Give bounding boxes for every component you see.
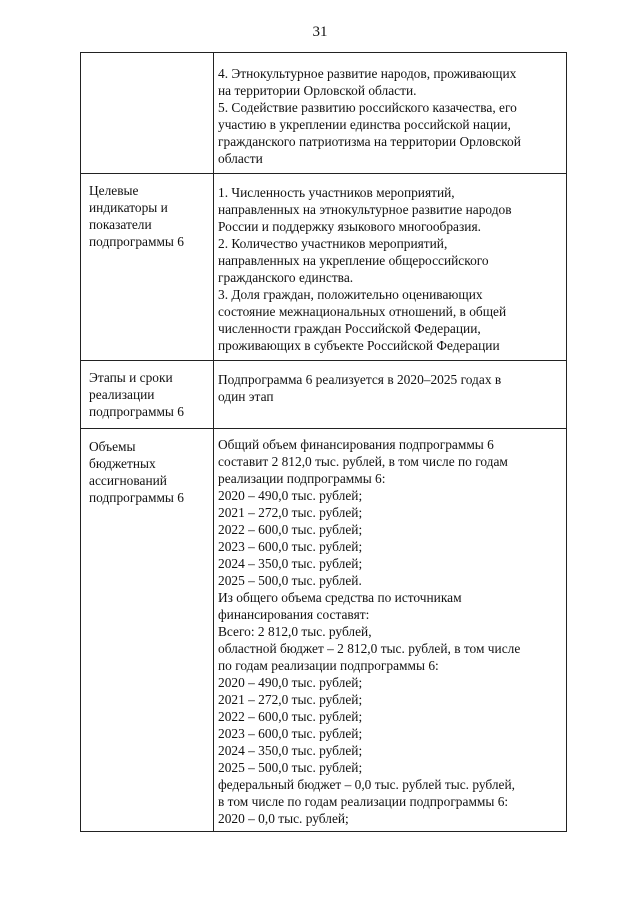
- row-label: [81, 174, 213, 258]
- content-line: Из общего объема средства по источникам: [218, 590, 462, 605]
- row-content: [214, 361, 566, 411]
- content-line: 2021 – 272,0 тыс. рублей;: [218, 505, 363, 520]
- content-line: Подпрограмма 6 реализуется в 2020–2025 годах в: [218, 372, 502, 387]
- content-line: по годам реализации подпрограммы 6:: [218, 658, 439, 673]
- content-line: финансирования составят:: [218, 607, 370, 622]
- row-content-cell: [214, 174, 567, 361]
- content-line: направленных на этнокультурное развитие народов: [218, 202, 512, 217]
- content-line: 4. Этнокультурное развитие народов, проживающих: [218, 66, 517, 81]
- page-number: 31: [312, 24, 328, 40]
- table-row: [81, 174, 567, 361]
- label-line: ассигнований: [89, 473, 167, 488]
- subprogram-passport-table: [80, 52, 567, 832]
- row-label: [81, 53, 213, 73]
- row-content: [214, 53, 566, 173]
- row-label: [81, 429, 213, 514]
- label-line: Объемы: [89, 439, 136, 454]
- row-content-cell: [214, 429, 567, 832]
- content-line: 2023 – 600,0 тыс. рублей;: [218, 539, 363, 554]
- label-line: подпрограммы 6: [89, 234, 184, 249]
- row-content-cell: [214, 361, 567, 429]
- content-line: 1. Численность участников мероприятий,: [218, 185, 455, 200]
- content-line: численности граждан Российской Федерации,: [218, 321, 481, 336]
- content-line: состояние межнациональных отношений, в общей: [218, 304, 507, 319]
- label-line: реализации: [89, 387, 155, 402]
- label-line: подпрограммы 6: [89, 404, 184, 419]
- label-line: показатели: [89, 217, 152, 232]
- row-content: [214, 174, 566, 360]
- row-content-cell: [214, 53, 567, 174]
- content-line: 2020 – 490,0 тыс. рублей;: [218, 675, 363, 690]
- content-line: составит 2 812,0 тыс. рублей, в том числе по годам: [218, 454, 508, 469]
- table-row: [81, 429, 567, 832]
- content-line: Общий объем финансирования подпрограммы 6: [218, 437, 494, 452]
- content-line: один этап: [218, 389, 274, 404]
- label-line: индикаторы и: [89, 200, 168, 215]
- content-line: 2023 – 600,0 тыс. рублей;: [218, 726, 363, 741]
- content-line: России и поддержку языкового многообразия.: [218, 219, 481, 234]
- content-line: 2020 – 490,0 тыс. рублей;: [218, 488, 363, 503]
- label-line: Целевые: [89, 183, 139, 198]
- content-line: 2020 – 0,0 тыс. рублей;: [218, 811, 349, 826]
- content-line: 2025 – 500,0 тыс. рублей;: [218, 760, 363, 775]
- row-label-cell: [81, 174, 214, 361]
- content-line: 2022 – 600,0 тыс. рублей;: [218, 522, 363, 537]
- label-line: бюджетных: [89, 456, 156, 471]
- content-line: области: [218, 151, 263, 166]
- content-line: направленных на укрепление общероссийского: [218, 253, 489, 268]
- row-label-cell: [81, 429, 214, 832]
- label-line: подпрограммы 6: [89, 490, 184, 505]
- content-line: 2021 – 272,0 тыс. рублей;: [218, 692, 363, 707]
- content-line: на территории Орловской области.: [218, 83, 417, 98]
- table-row: [81, 361, 567, 429]
- content-line: реализации подпрограммы 6:: [218, 471, 386, 486]
- content-line: 3. Доля граждан, положительно оценивающих: [218, 287, 483, 302]
- content-line: 2024 – 350,0 тыс. рублей;: [218, 556, 363, 571]
- row-label-cell: [81, 53, 214, 174]
- content-line: областной бюджет – 2 812,0 тыс. рублей, в том числе: [218, 641, 521, 656]
- table-row: [81, 53, 567, 174]
- row-label-cell: [81, 361, 214, 429]
- content-line: гражданского патриотизма на территории Орловской: [218, 134, 521, 149]
- content-line: 5. Содействие развитию российского казачества, его: [218, 100, 517, 115]
- content-line: 2024 – 350,0 тыс. рублей;: [218, 743, 363, 758]
- content-line: 2022 – 600,0 тыс. рублей;: [218, 709, 363, 724]
- row-label: [81, 361, 213, 428]
- content-line: федеральный бюджет – 0,0 тыс. рублей тыс. рублей,: [218, 777, 516, 792]
- content-line: гражданского единства.: [218, 270, 354, 285]
- content-line: в том числе по годам реализации подпрограммы 6:: [218, 794, 509, 809]
- label-line: Этапы и сроки: [89, 370, 173, 385]
- content-line: 2025 – 500,0 тыс. рублей.: [218, 573, 362, 588]
- content-line: проживающих в субъекте Российской Федерации: [218, 338, 500, 353]
- content-line: Всего: 2 812,0 тыс. рублей,: [218, 624, 372, 639]
- row-content: [214, 429, 566, 831]
- content-line: 2. Количество участников мероприятий,: [218, 236, 448, 251]
- content-line: участию в укреплении единства российской нации,: [218, 117, 511, 132]
